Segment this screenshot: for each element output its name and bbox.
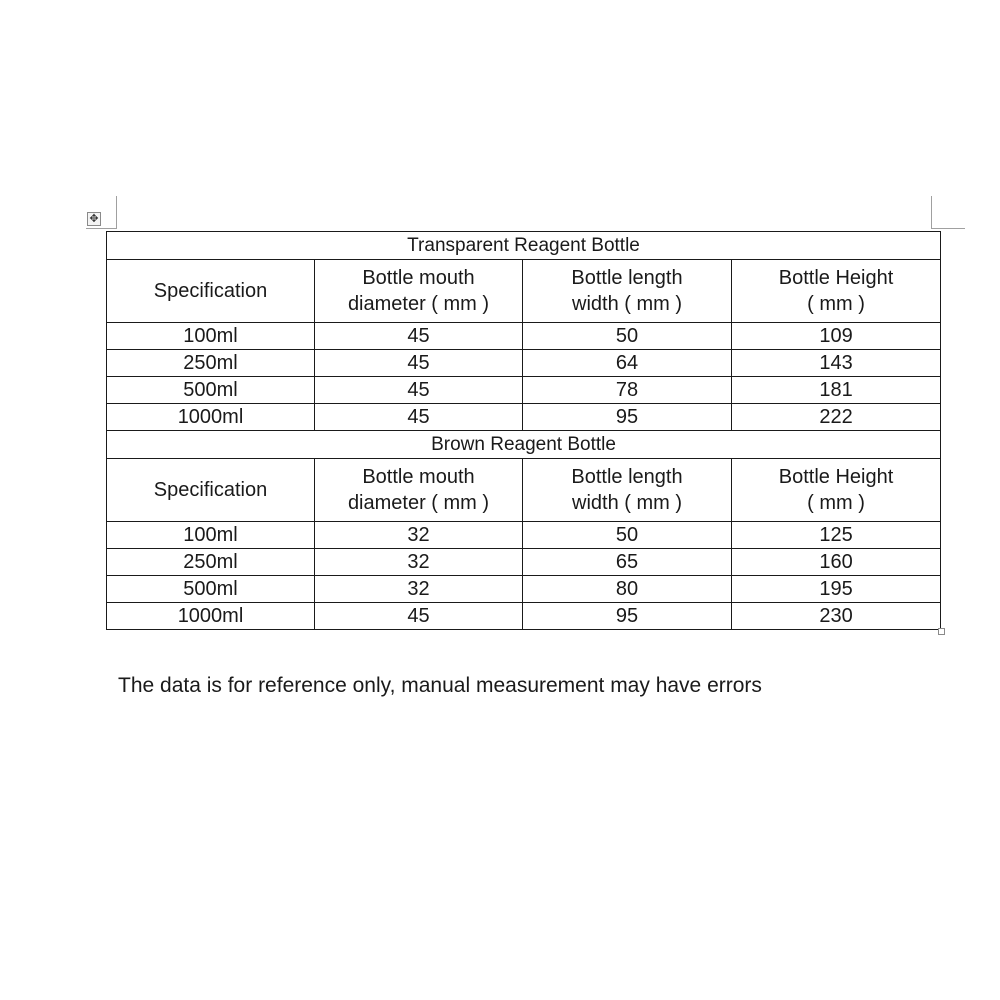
header-length-width [523,459,732,522]
margin-mark-right-vertical [931,196,932,228]
header-row [107,260,941,323]
table-row [107,549,941,576]
margin-mark-left-vertical [116,196,117,228]
header-line: Bottle length [571,466,683,488]
margin-mark-left-horizontal [86,228,117,229]
reference-note: The data is for reference only, manual measurement may have errors [118,674,762,697]
cell-mouth-diameter: 45 [315,323,523,350]
header-line: Bottle Height [778,267,894,289]
table-row [107,377,941,404]
cell-height: 222 [732,404,941,431]
cell-mouth-diameter: 32 [315,576,523,603]
cell-mouth-diameter: 45 [315,350,523,377]
cell-height: 143 [732,350,941,377]
cell-length-width: 65 [523,549,732,576]
table-row [107,576,941,603]
header-line: Bottle mouth [362,466,475,488]
cell-height: 160 [732,549,941,576]
header-specification [107,459,315,522]
section-title-row [107,232,941,260]
section-title: Transparent Reagent Bottle [107,232,941,260]
margin-mark-right-horizontal [931,228,965,229]
table-row [107,522,941,549]
cell-specification: 1000ml [107,603,315,630]
header-line: ( mm ) [807,293,865,315]
cell-specification: 250ml [107,350,315,377]
cell-length-width: 95 [523,603,732,630]
cell-specification: 1000ml [107,404,315,431]
header-line: Bottle Height [778,466,894,488]
cell-mouth-diameter: 45 [315,377,523,404]
header-line: ( mm ) [807,492,865,514]
cell-mouth-diameter: 32 [315,522,523,549]
cell-height: 195 [732,576,941,603]
header-row [107,459,941,522]
header-height [732,459,941,522]
table-move-handle-icon[interactable]: ✥ [87,212,101,226]
cell-length-width: 95 [523,404,732,431]
section-title-row [107,431,941,459]
cell-length-width: 78 [523,377,732,404]
cell-mouth-diameter: 45 [315,603,523,630]
header-specification [107,260,315,323]
cell-mouth-diameter: 45 [315,404,523,431]
cell-height: 109 [732,323,941,350]
header-line: width ( mm ) [572,492,682,514]
header-line: Bottle mouth [362,267,475,289]
header-line: diameter ( mm ) [347,492,490,514]
cell-height: 230 [732,603,941,630]
section-title: Brown Reagent Bottle [107,431,941,459]
cell-height: 181 [732,377,941,404]
table-row [107,323,941,350]
header-mouth-diameter [315,260,523,323]
cell-length-width: 64 [523,350,732,377]
cell-specification: 250ml [107,549,315,576]
table-resize-handle[interactable] [938,628,945,635]
header-mouth-diameter [315,459,523,522]
cell-specification: 500ml [107,377,315,404]
cell-specification: 100ml [107,522,315,549]
header-line: Specification [153,280,268,302]
header-height [732,260,941,323]
table-row [107,603,941,630]
cell-mouth-diameter: 32 [315,549,523,576]
cell-length-width: 50 [523,522,732,549]
table-row [107,350,941,377]
header-line: diameter ( mm ) [347,293,490,315]
table-row [107,404,941,431]
header-line: Bottle length [571,267,683,289]
cell-specification: 100ml [107,323,315,350]
cell-height: 125 [732,522,941,549]
header-line: Specification [153,479,268,501]
header-line: width ( mm ) [572,293,682,315]
bottle-spec-table [106,231,941,630]
cell-length-width: 80 [523,576,732,603]
cell-length-width: 50 [523,323,732,350]
cell-specification: 500ml [107,576,315,603]
header-length-width [523,260,732,323]
